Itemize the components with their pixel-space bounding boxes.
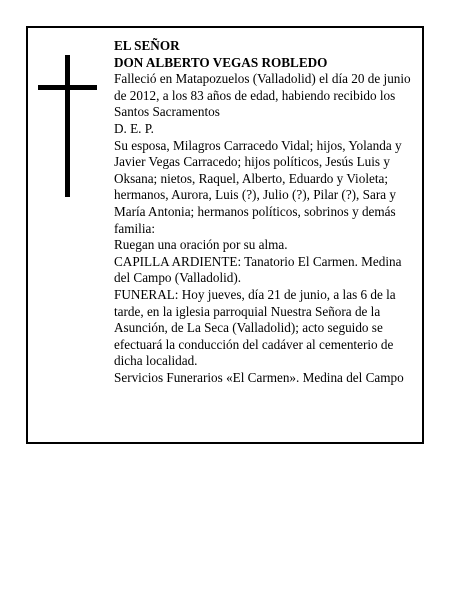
chapel-info: CAPILLA ARDIENTE: Tanatorio El Carmen. Medina del Campo (Valladolid). bbox=[114, 253, 402, 286]
family-list: Su esposa, Milagros Carracedo Vidal; hijos, Yolanda y Javier Vegas Carracedo; hijos políticos, Jesús Luis y Oksana; nietos, Raquel, Alberto, Eduardo y Violeta; hermanos, Aurora, Luis (?), Julio (?), Pilar (?), Sara y María Antonia; hermanos políticos, sobrinos y demás familia: bbox=[114, 137, 402, 236]
cross-icon bbox=[38, 55, 98, 197]
cross-vertical-bar bbox=[65, 55, 70, 197]
cross-horizontal-bar bbox=[38, 85, 97, 90]
obituary-title: EL SEÑOR bbox=[114, 38, 180, 53]
death-info: Falleció en Matapozuelos (Valladolid) el día 20 de junio de 2012, a los 83 años de edad, habiendo recibido los Santos Sacramentos bbox=[114, 71, 411, 120]
funeral-services: Servicios Funerarios «El Carmen». Medina del Campo bbox=[114, 369, 404, 385]
prayer-request: Ruegan una oración por su alma. bbox=[114, 237, 288, 253]
deceased-name: DON ALBERTO VEGAS ROBLEDO bbox=[114, 54, 328, 70]
rip-text: D. E. P. bbox=[114, 120, 154, 136]
obituary-text bbox=[114, 38, 418, 386]
funeral-info: FUNERAL: Hoy jueves, día 21 de junio, a las 6 de la tarde, en la iglesia parroquial Nuestra Señora de la Asunción, de La Seca (Valladolid); acto seguido se efectuará la conducción del cadáver al cementerio de dicha localidad. bbox=[114, 286, 396, 369]
